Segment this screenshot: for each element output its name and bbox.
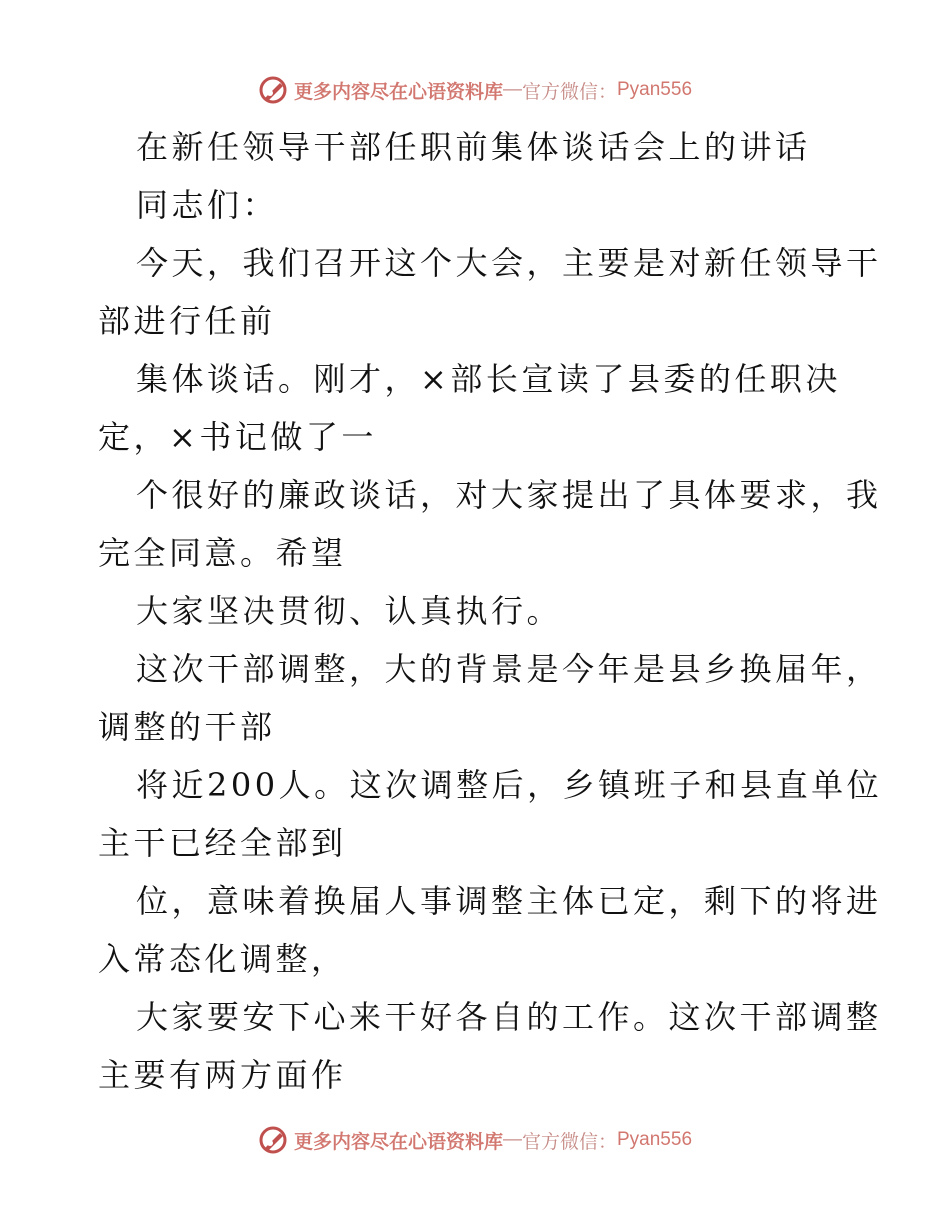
brush-logo-icon [258,75,288,105]
text-line: 部进行任前 [98,302,276,340]
text-line: 集体谈话。刚才，×部长宣读了县委的任职决 [136,360,841,398]
document-body [98,118,883,1104]
text-line: 大家要安下心来干好各自的工作。这次干部调整 [136,998,882,1036]
brush-logo-icon [258,1125,288,1155]
text-line: 今天，我们召开这个大会，主要是对新任领导干 [136,244,882,282]
salutation: 同志们： [136,186,279,224]
text-line: 主要有两方面作 [98,1056,347,1094]
watermark-header [0,72,950,108]
watermark-id: Pyan556 [617,1129,693,1150]
text-line: 调整的干部 [98,708,276,746]
watermark-footer [0,1122,950,1158]
text-line: 位，意味着换届人事调整主体已定，剩下的将进 [136,882,882,920]
watermark-dash: — [502,1129,522,1150]
watermark-sub-text: 官方微信： [521,1130,617,1153]
text-line: 将近200人。这次调整后，乡镇班子和县直单位 [136,766,883,804]
watermark-sub-text: 官方微信： [521,80,617,103]
text-line: 这次干部调整，大的背景是今年是县乡换届年， [136,650,882,688]
text-line: 主干已经全部到 [98,824,347,862]
watermark-dash: — [502,79,522,100]
watermark-main-text: 更多内容尽在心语资料库 [293,80,503,103]
text-line: 定，×书记做了一 [98,418,377,456]
document-title: 在新任领导干部任职前集体谈话会上的讲话 [136,128,811,166]
watermark-main-text: 更多内容尽在心语资料库 [293,1130,503,1153]
text-line: 入常态化调整， [98,940,347,978]
watermark-id: Pyan556 [617,79,693,100]
text-line: 大家坚决贯彻、认真执行。 [136,592,563,630]
text-line: 个很好的廉政谈话，对大家提出了具体要求，我 [136,476,882,514]
text-line: 完全同意。希望 [98,534,347,572]
